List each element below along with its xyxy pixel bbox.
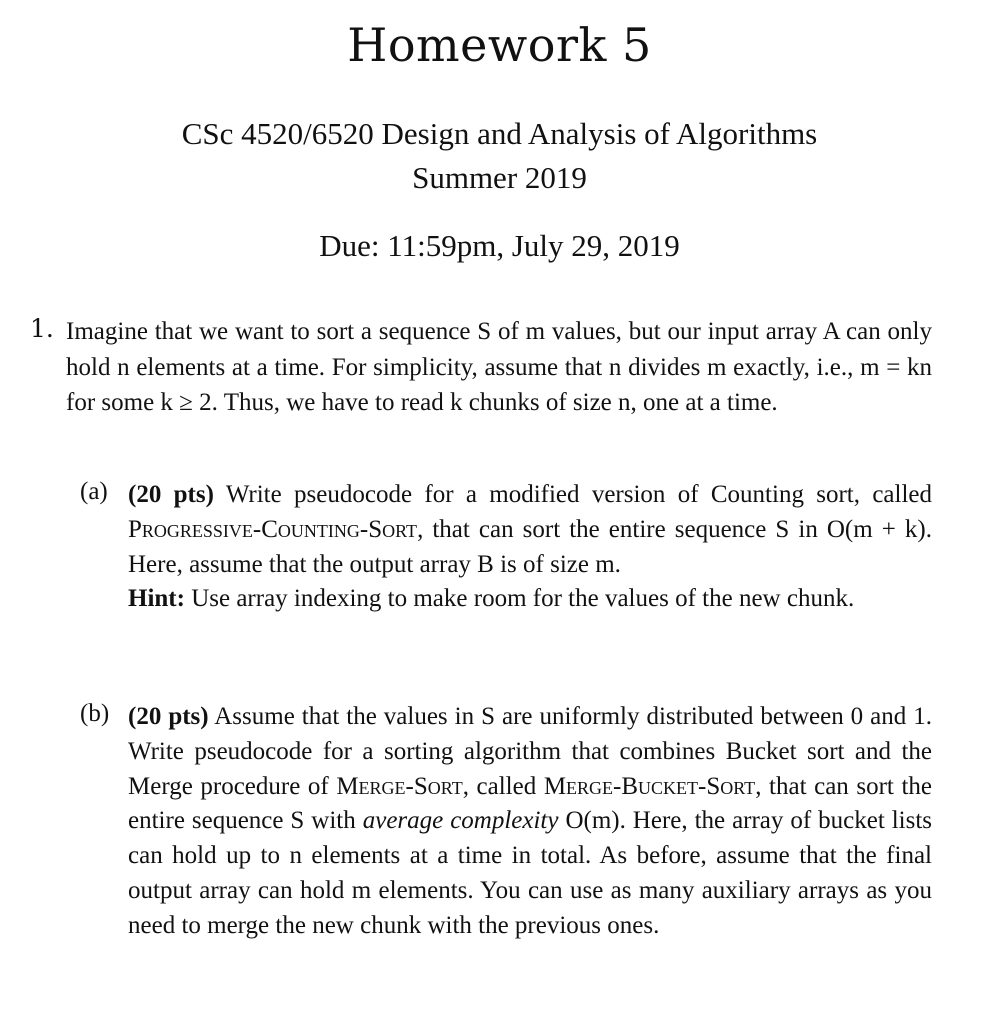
part-b-text-1: Assume that the values in S are uniformly distributed between 0 and 1. Write pseudocode for a sorting algorithm that combines Bucket sort and the Merge procedure of	[128, 703, 933, 800]
part-a-label: (a)	[80, 478, 108, 505]
part-b-algorithm-name-1: Merge-Sort	[336, 772, 463, 800]
part-a-text	[128, 478, 932, 617]
part-b-label: (b)	[80, 700, 110, 727]
homework-title: Homework 5	[347, 18, 652, 72]
hint-text: Use array indexing to make room for the values of the new chunk.	[191, 585, 855, 613]
part-b-emphasis: average complexity	[362, 807, 559, 835]
part-a-hint	[128, 582, 932, 617]
part-a-points: (20 pts)	[128, 481, 214, 508]
part-b-text-4: O(m). Here, the array of bucket lists can hold up to n elements at a time in total. As before, assume that the final output array can hold m elements. You can use as many auxiliary arrays as you need to merge the new chunk with the previous ones.	[128, 807, 933, 939]
course-name: CSc 4520/6520 Design and Analysis of Algorithms	[181, 116, 818, 151]
part-b-algorithm-name-2: Merge-Bucket-Sort	[543, 772, 756, 800]
hint-label: Hint:	[128, 585, 185, 613]
part-b-text-2: , called	[462, 772, 537, 800]
term: Summer 2019	[412, 160, 587, 195]
due-date: Due: 11:59pm, July 29, 2019	[319, 228, 680, 263]
problem-statement: Imagine that we want to sort a sequence S of m values, but our input array A can only hold n elements at a time. For simplicity, assume that n divides m exactly, i.e., m = kn for some k ≥ 2. Thus, we have to read k chunks of size n, one at a time.	[66, 318, 932, 416]
part-b-text	[128, 700, 932, 944]
part-b-text-3: , that can sort the entire sequence S with	[128, 772, 932, 835]
part-a-algorithm-name: Progressive-Counting-Sort	[128, 515, 418, 543]
part-b-points: (20 pts)	[128, 703, 209, 730]
part-a-text-2: , that can sort the entire sequence S in O(m + k). Here, assume that the output array B is of size m.	[128, 515, 932, 578]
part-a-text-1: Write pseudocode for a modified version of Counting sort, called	[225, 481, 932, 508]
problem-number: 1.	[30, 314, 54, 343]
